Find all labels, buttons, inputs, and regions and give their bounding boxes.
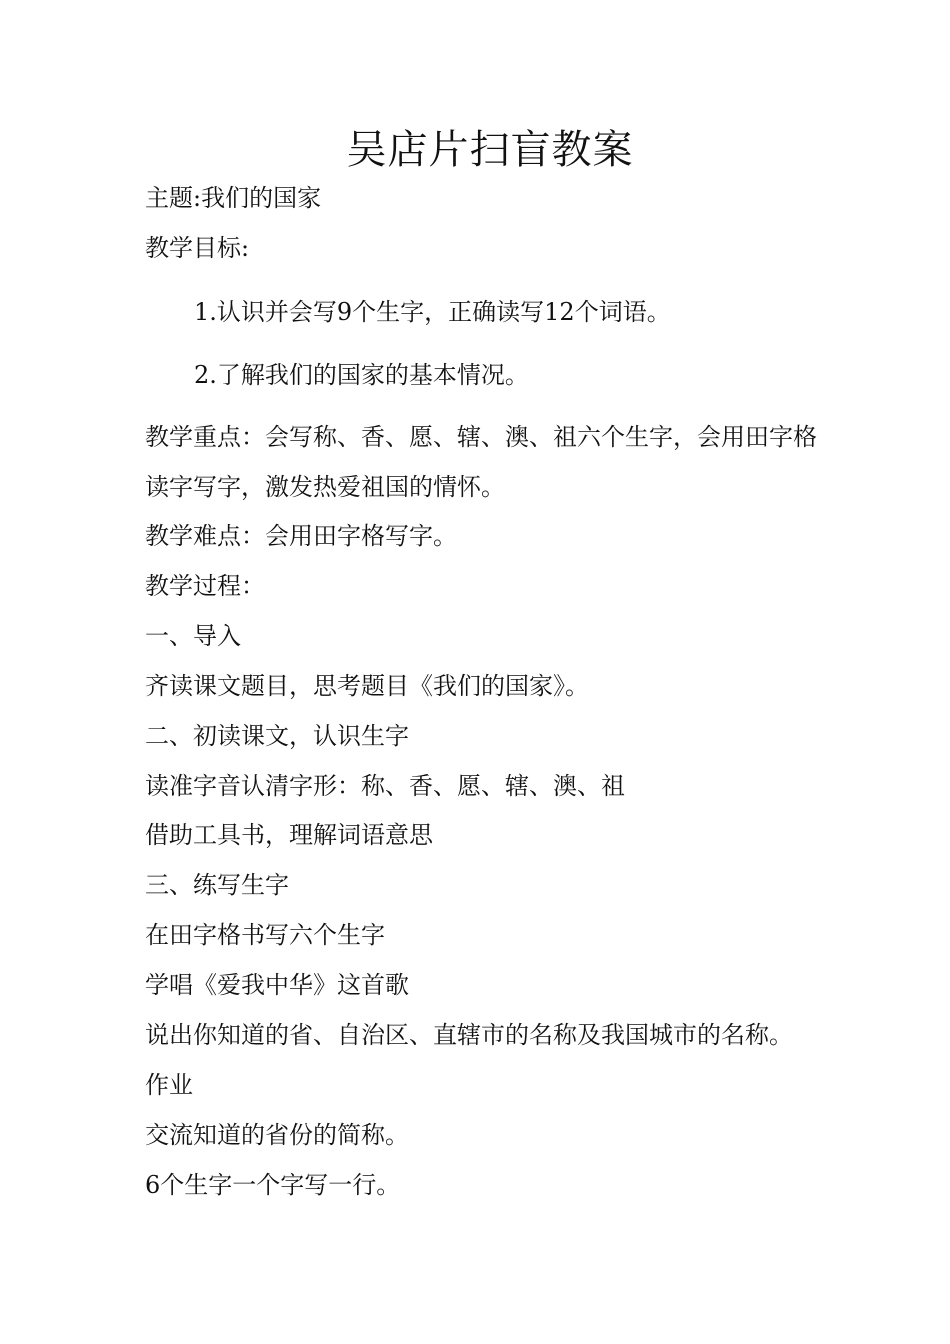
- objectives-label: 教学目标:: [145, 234, 250, 262]
- process-step: 齐读课文题目，思考题目《我们的国家》。: [145, 672, 589, 700]
- process-step: 借助工具书，理解词语意思: [145, 821, 433, 849]
- difficulty-line: 教学难点：会用田字格写字。: [145, 522, 457, 550]
- process-step: 读准字音认清字形：称、香、愿、辖、澳、祖: [145, 772, 625, 800]
- section-heading: 二、初读课文，认识生字: [145, 722, 409, 750]
- key-points-line: 读字写字，激发热爱祖国的情怀。: [145, 473, 505, 501]
- theme-line: 主题:我们的国家: [145, 184, 322, 212]
- document-title: 吴店片扫盲教案: [346, 127, 634, 173]
- objective-item: 2.了解我们的国家的基本情况。: [194, 361, 529, 389]
- homework-heading: 作业: [145, 1071, 193, 1099]
- process-step: 学唱《爱我中华》这首歌: [145, 971, 409, 999]
- homework-item: 6个生字一个字写一行。: [145, 1171, 401, 1199]
- section-heading: 一、导入: [145, 622, 241, 650]
- process-label: 教学过程：: [145, 572, 265, 600]
- homework-item: 交流知道的省份的简称。: [145, 1121, 409, 1149]
- process-step: 在田字格书写六个生字: [145, 921, 385, 949]
- key-points-line: 教学重点：会写称、香、愿、辖、澳、祖六个生字，会用田字格: [145, 423, 817, 451]
- process-step: 说出你知道的省、自治区、直辖市的名称及我国城市的名称。: [145, 1021, 793, 1049]
- objective-item: 1.认识并会写9个生字，正确读写12个词语。: [194, 298, 671, 326]
- section-heading: 三、练写生字: [145, 871, 289, 899]
